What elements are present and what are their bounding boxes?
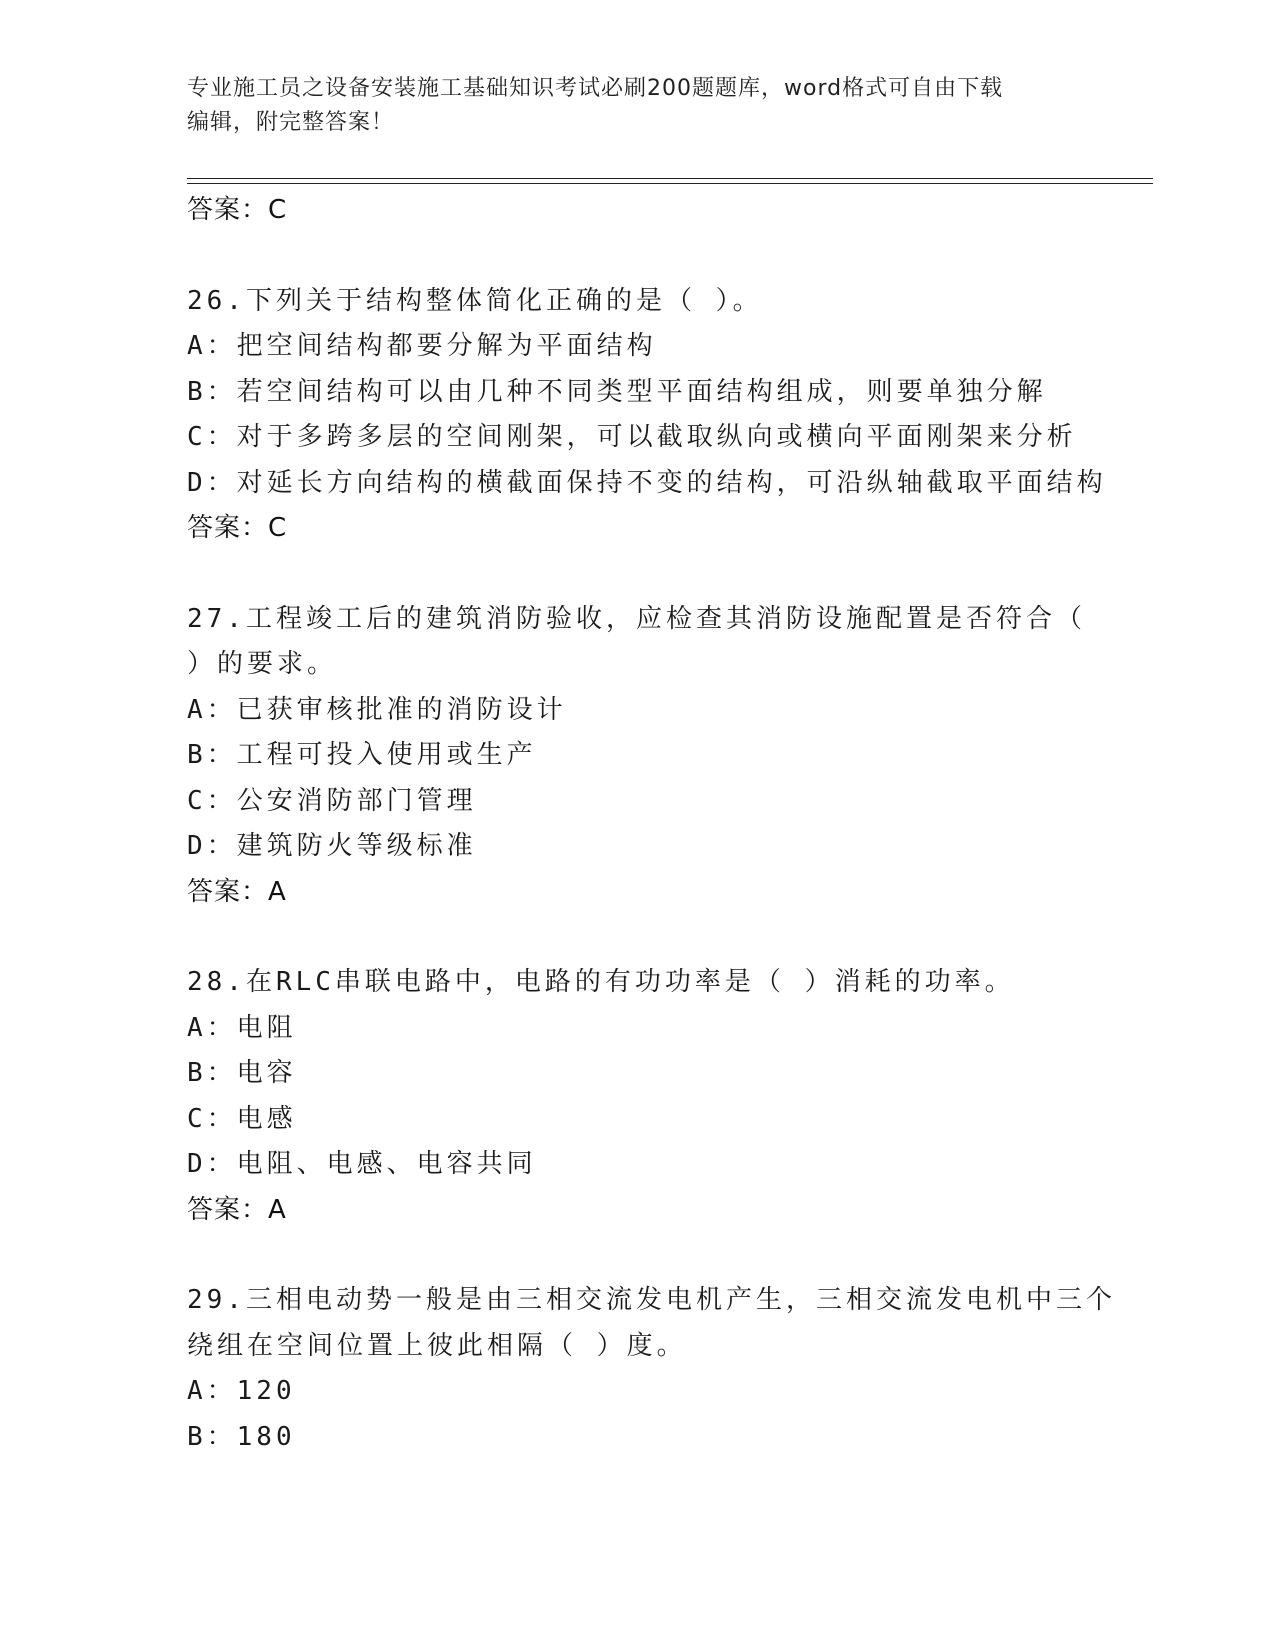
option-c: C：公安消防部门管理	[187, 785, 477, 816]
previous-answer: 答案：C	[187, 195, 288, 225]
option-c: C：对于多跨多层的空间刚架，可以截取纵向或横向平面刚架来分析	[187, 422, 1077, 452]
question-stem-continued: ）的要求。	[187, 649, 338, 679]
option-a: A：电阻	[187, 1012, 297, 1043]
answer-label: 答案：A	[187, 876, 287, 907]
option-a: A：把空间结构都要分解为平面结构	[187, 331, 657, 361]
option-a: A：120	[187, 1376, 296, 1406]
option-b: B：电容	[187, 1058, 297, 1088]
question-stem: 28.在RLC串联电路中，电路的有功功率是（ ）消耗的功率。	[187, 967, 1015, 997]
question-stem: 27.工程竣工后的建筑消防验收，应检查其消防设施配置是否符合（	[187, 603, 1086, 634]
question-block-27	[187, 597, 1087, 916]
question-stem: 26.下列关于结构整体简化正确的是（ ）。	[187, 285, 763, 316]
question-block-29	[187, 1278, 1116, 1460]
answer-label: 答案：C	[187, 513, 288, 543]
option-d: D：建筑防火等级标准	[187, 831, 477, 861]
header-line-2: 编辑，附完整答案！	[187, 110, 395, 135]
answer-label: 答案：A	[187, 1194, 287, 1225]
option-b: B：工程可投入使用或生产	[187, 740, 537, 770]
option-b: B：180	[187, 1421, 296, 1452]
document-header	[187, 72, 1067, 140]
option-b: B：若空间结构可以由几种不同类型平面结构组成，则要单独分解	[187, 376, 1047, 407]
question-block-28	[187, 960, 1087, 1233]
option-d: D：电阻、电感、电容共同	[187, 1149, 537, 1179]
option-d: D：对延长方向结构的横截面保持不变的结构，可沿纵轴截取平面结构	[187, 467, 1107, 498]
question-block-26	[187, 279, 1107, 552]
question-stem-continued: 绕组在空间位置上彼此相隔（ ）度。	[187, 1330, 687, 1361]
question-stem: 29.三相电动势一般是由三相交流发电机产生，三相交流发电机中三个	[187, 1285, 1116, 1315]
question-list	[187, 188, 1116, 1460]
option-c: C：电感	[187, 1103, 297, 1134]
header-divider-bottom	[187, 183, 1153, 184]
header-divider-top	[187, 178, 1153, 179]
option-a: A：已获审核批准的消防设计	[187, 694, 567, 725]
header-line-1: 专业施工员之设备安装施工基础知识考试必刷200题题库，word格式可自由下载	[187, 76, 1004, 101]
